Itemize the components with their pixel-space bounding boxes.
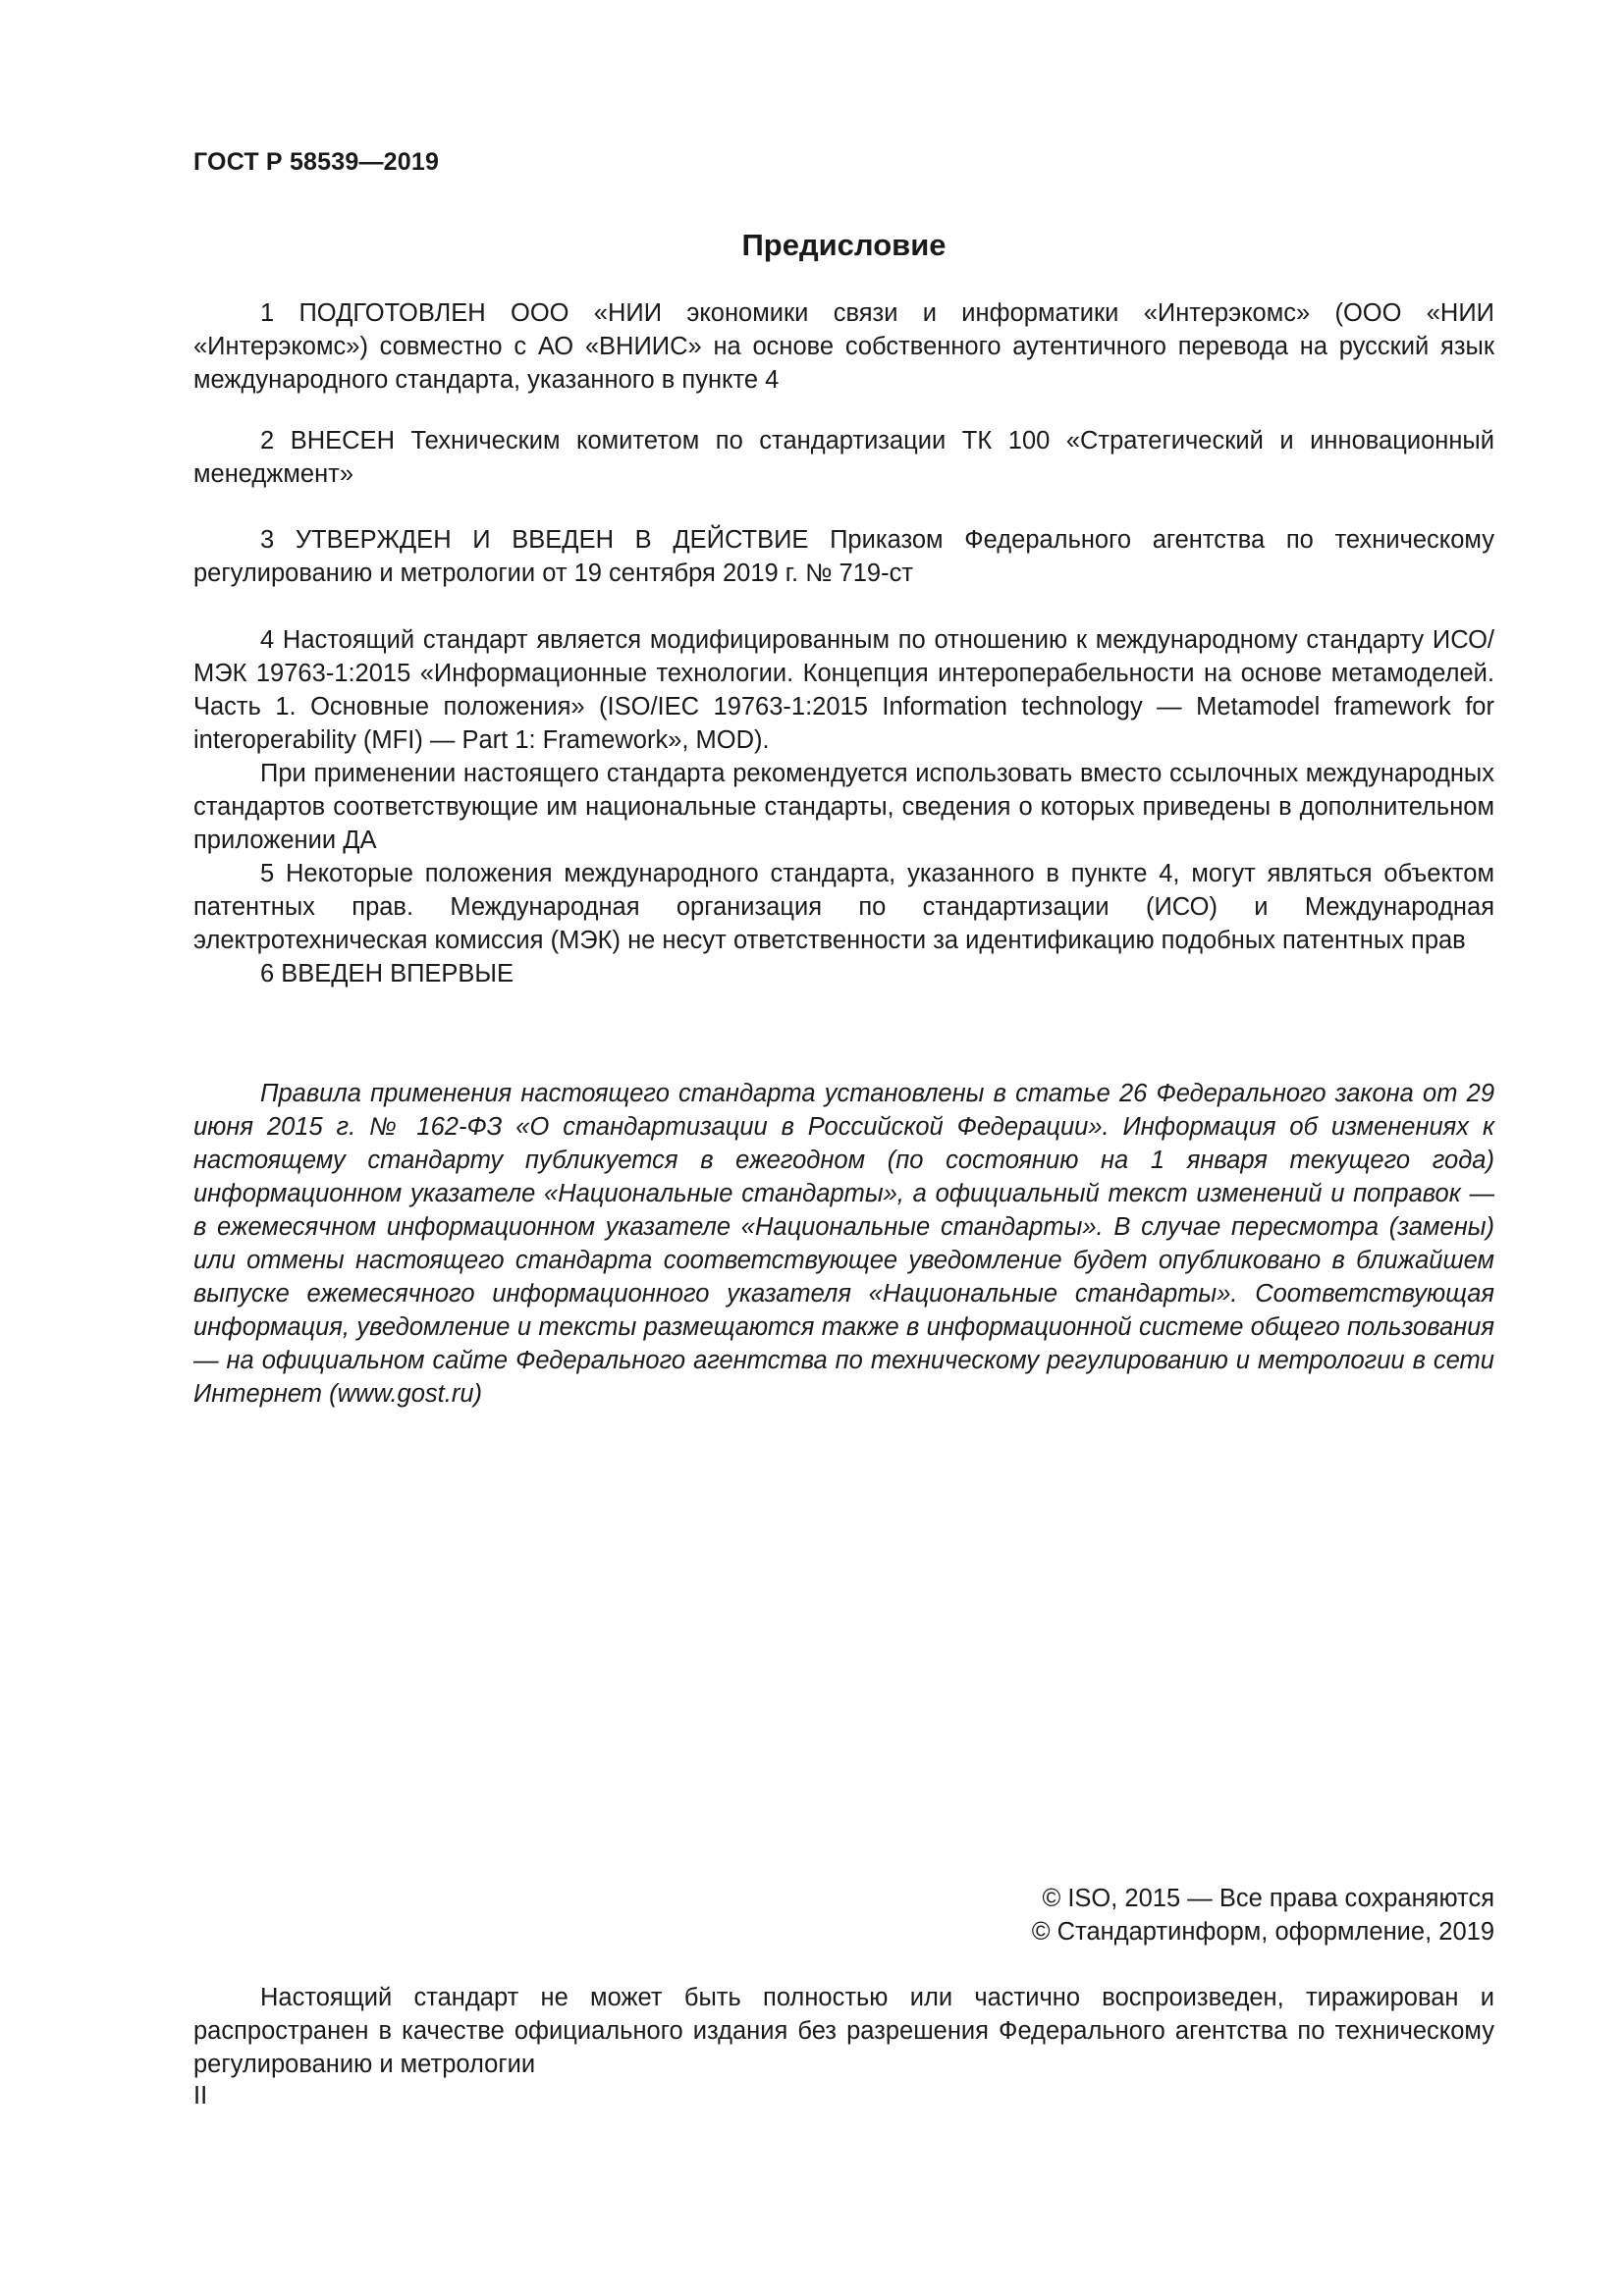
copyright-block [1032,1882,1494,1949]
application-rules-note: Правила применения настоящего стандарта установлены в статье 26 Федерального закона от 29 июня 2015 г. № 162-ФЗ «О стандартизации в Российской Федерации». Информация об изменениях к настоящему стандарту публикуется в ежегодном (по состоянию на 1 января текущего года) информационном указателе «Национальные стандарты», а официальный текст изменений и поправок — в ежемесячном информационном указателе «Национальные стандарты». В случае пересмотра (замены) или отмены настоящего стандарта соответствующее уведомление будет опубликовано в ближайшем выпуске ежемесячного информационного указателя «Национальные стандарты». Соответствующая информация, уведомление и тексты размещаются также в информационной системе общего пользования — на официальном сайте Федерального агентства по техническому регулированию и метрологии в сети Интернет (www.gost.ru) [193,1080,1494,1408]
preface-items-4-6-block [193,623,1494,990]
preface-item-6: 6 ВВЕДЕН ВПЕРВЫЕ [260,960,514,988]
preface-item-5: 5 Некоторые положения международного стандарта, указанного в пункте 4, могут являться объектом патентных прав. Международная организация по стандартизации (ИСО) и Международная электротехническая комиссия (МЭК) не несут ответственности за идентификацию подобных патентных прав [193,860,1494,954]
preface-item-2: 2 ВНЕСЕН Техническим комитетом по стандартизации ТК 100 «Стратегический и инновационный менеджмент» [193,427,1494,488]
section-title: Предисловие [741,228,947,262]
document-code: ГОСТ Р 58539—2019 [193,148,440,176]
preface-item-1: 1 ПОДГОТОВЛЕН ООО «НИИ экономики связи и информатики «Интерэкомс» (ООО «НИИ «Интерэкомс») совместно с АО «ВНИИС» на основе собственного аутентичного перевода на русский язык международного стандарта, указанного в пункте 4 [193,299,1494,394]
preface-item-2-block [193,424,1494,491]
page-number: II [193,2082,208,2109]
copyright-iso: © ISO, 2015 — Все права сохраняются [1042,1885,1494,1912]
preface-item-4: 4 Настоящий стандарт является модифицированным по отношению к международному стандарту ИСО/МЭК 19763-1:2015 «Информационные технологии. Концепция интероперабельности на основе метамоделей. Часть 1. Основные положения» (ISO/IEC 19763-1:2015 Information technology — Metamodel framework for interoperability (MFI) — Part 1: Framework», MOD). [193,626,1494,754]
copyright-publisher: © Стандартинформ, оформление, 2019 [1031,1918,1494,1946]
preface-item-4-note: При применении настоящего стандарта рекомендуется использовать вместо ссылочных международных стандартов соответствующие им национальные стандарты, сведения о которых приведены в дополнительном приложении ДА [193,760,1494,854]
preface-item-3-block [193,523,1494,590]
reproduction-notice: Настоящий стандарт не может быть полностью или частично воспроизведен, тиражирован и распространен в качестве официального издания без разрешения Федерального агентства по техническому регулированию и метрологии [193,1984,1494,2078]
preface-item-3: 3 УТВЕРЖДЕН И ВВЕДЕН В ДЕЙСТВИЕ Приказом Федерального агентства по техническому регулированию и метрологии от 19 сентября 2019 г. № 719-ст [193,526,1494,587]
preface-item-1-block [193,296,1494,397]
